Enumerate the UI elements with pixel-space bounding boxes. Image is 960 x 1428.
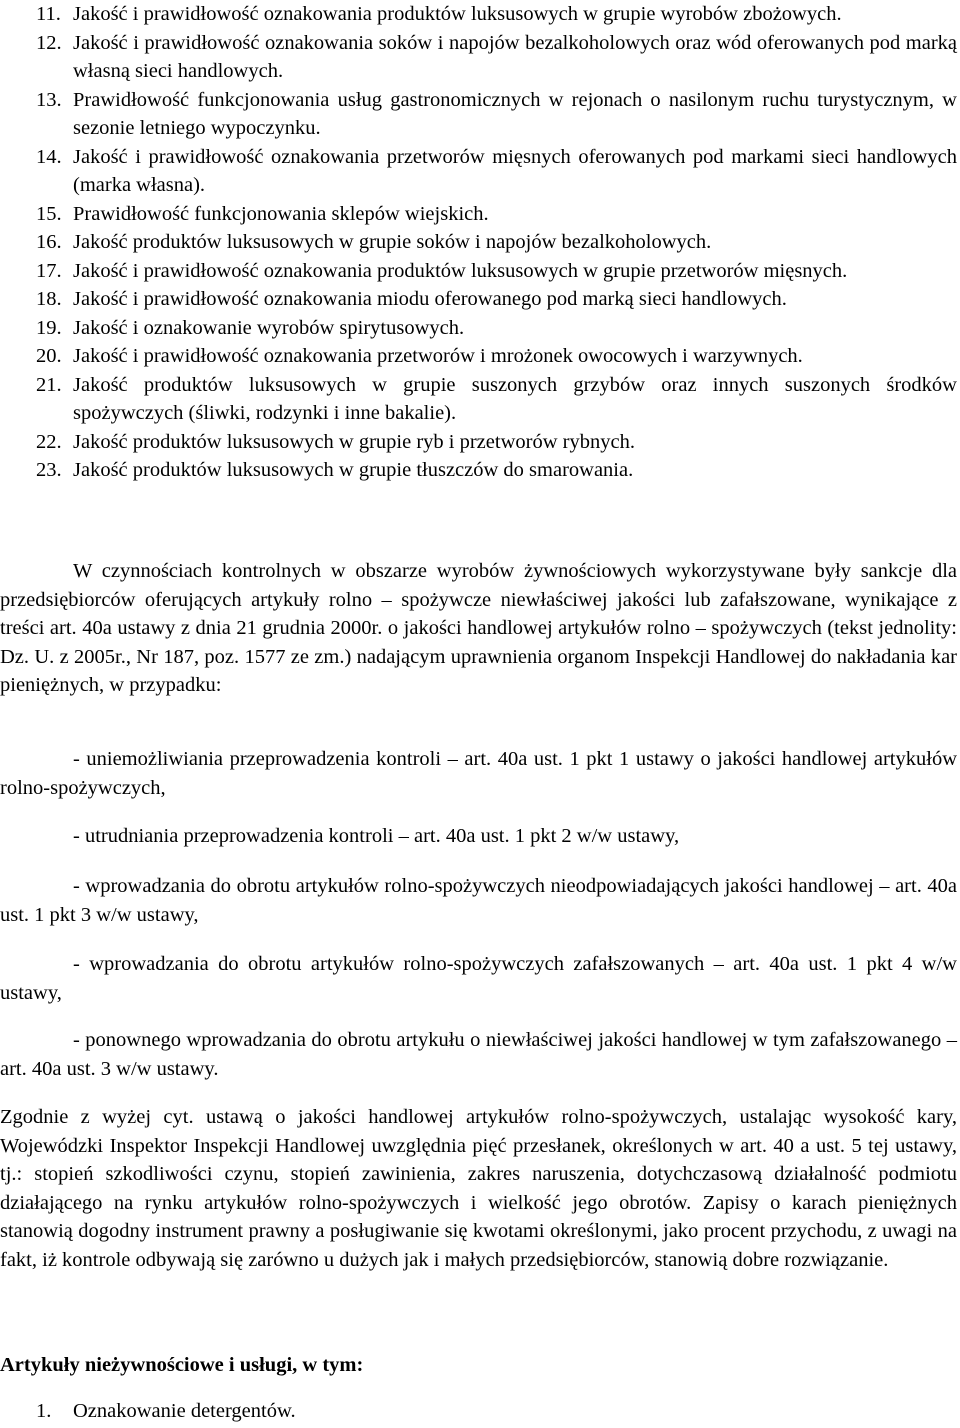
list-item-number: 18. [36,288,62,310]
sanction-case-item: - uniemożliwiania przeprowadzenia kontroli – art. 40a ust. 1 pkt 1 ustawy o jakości handlowej artykułów rolno-spożywczych, [0,748,957,799]
list-item [0,314,957,343]
list-item [0,342,957,371]
non-food-topics-list [0,1397,957,1426]
list-item-text: Jakość i prawidłowość oznakowania miodu oferowanego pod marką sieci handlowych. [73,288,787,310]
list-item-text: Jakość i prawidłowość oznakowania soków i napojów bezalkoholowych oraz wód oferowanych pod marką własną sieci handlowych. [73,31,957,82]
list-item [0,228,957,257]
list-item-number: 1. [36,1400,52,1422]
sanction-case-item: - wprowadzania do obrotu artykułów rolno-spożywczych nieodpowiadających jakości handlowej – art. 40a ust. 1 pkt 3 w/w ustawy, [0,875,957,926]
list-item-number: 23. [36,459,62,481]
list-item-text: Jakość i prawidłowość oznakowania produktów luksusowych w grupie przetworów mięsnych. [73,259,848,282]
list-item-text: Jakość produktów luksusowych w grupie suszonych grzybów oraz innych suszonych środków spożywczych (śliwki, rodzynki i inne bakalie). [73,373,957,424]
list-item-number: 11. [36,3,61,25]
penalty-criteria-paragraph: Zgodnie z wyżej cyt. ustawą o jakości handlowej artykułów rolno-spożywczych, ustalając wysokość kary, Wojewódzki Inspektor Inspekcji Handlowej uwzględnia pięć przesłanek, określonych w art. 40 a ust. 5 tej ustawy, tj.: stopień szkodliwości czynu, stopień zawinienia, zakres naruszenia, dotychczasową działalność podmiotu działającego na rynku artykułów rolno-spożywczych i wielkość jego obrotów. Zapisy o karach pieniężnych stanowią dogodny instrument prawny a posługiwanie się kwotami określonymi, jako procent przychodu, z uwagi na fakt, iż kontrole odbywają się zarówno u dużych jak i małych przedsiębiorców, stanowią dobre rozwiązanie. [0,1106,957,1271]
list-item-number: 12. [36,31,62,54]
list-item-text: Jakość i prawidłowość oznakowania przetworów mięsnych oferowanych pod markami sieci handlowych (marka własna). [73,145,957,196]
list-item-number: 22. [36,430,62,453]
list-item-text: Jakość i oznakowanie wyrobów spirytusowych. [73,316,465,339]
control-topics-list [0,0,957,485]
list-item [0,285,957,314]
list-item-text: Jakość produktów luksusowych w grupie tłuszczów do smarowania. [73,459,634,481]
list-item-text: Prawidłowość funkcjonowania usług gastronomicznych w rejonach o nasilonym ruchu turystycznym, w sezonie letniego wypoczynku. [73,88,957,139]
list-item [0,200,957,229]
list-item [0,143,957,200]
list-item-number: 17. [36,259,62,282]
list-item [0,86,957,143]
list-item [0,456,957,485]
sanctions-paragraph: W czynnościach kontrolnych w obszarze wyrobów żywnościowych wykorzystywane były sankcje dla przedsiębiorców oferujących artykuły rolno – spożywcze niewłaściwej jakości lub zafałszowane, wynikające z treści art. 40a ustawy z dnia 21 grudnia 2000r. o jakości handlowej artykułów rolno – spożywczych (tekst jednolity: Dz. U. z 2005r., Nr 187, poz. 1577 ze zm.) nadającym uprawnienia organom Inspekcji Handlowej do nakładania kar pieniężnych, w przypadku: [0,560,957,696]
list-item [0,371,957,428]
list-item-number: 16. [36,231,62,253]
sanction-case-item: - ponownego wprowadzania do obrotu artykułu o niewłaściwej jakości handlowej w tym zafałszowanego – art. 40a ust. 3 w/w ustawy. [0,1029,957,1080]
list-item-text: Jakość i prawidłowość oznakowania produktów luksusowych w grupie wyrobów zbożowych. [73,3,842,25]
list-item-number: 20. [36,345,62,367]
list-item [0,1397,957,1426]
list-item-number: 13. [36,88,62,111]
list-item-number: 14. [36,145,62,168]
list-item [0,29,957,86]
list-item-text: Jakość i prawidłowość oznakowania przetworów i mrożonek owocowych i warzywnych. [73,345,803,367]
list-item-number: 21. [36,373,62,396]
list-item [0,428,957,457]
list-item-text: Oznakowanie detergentów. [73,1400,296,1422]
sanction-case-item: - wprowadzania do obrotu artykułów rolno-spożywczych zafałszowanych – art. 40a ust. 1 pkt 4 w/w ustawy, [0,953,957,1004]
list-item-text: Jakość produktów luksusowych w grupie soków i napojów bezalkoholowych. [73,231,712,253]
list-item-text: Prawidłowość funkcjonowania sklepów wiejskich. [73,202,489,225]
list-item-number: 15. [36,202,62,225]
list-item-number: 19. [36,316,62,339]
list-item [0,257,957,286]
sanction-case-item: - utrudniania przeprowadzenia kontroli – art. 40a ust. 1 pkt 2 w/w ustawy, [73,825,680,847]
section-heading: Artykuły nieżywnościowe i usługi, w tym: [0,1354,364,1376]
list-item-text: Jakość produktów luksusowych w grupie ryb i przetworów rybnych. [73,430,635,453]
list-item [0,0,957,29]
